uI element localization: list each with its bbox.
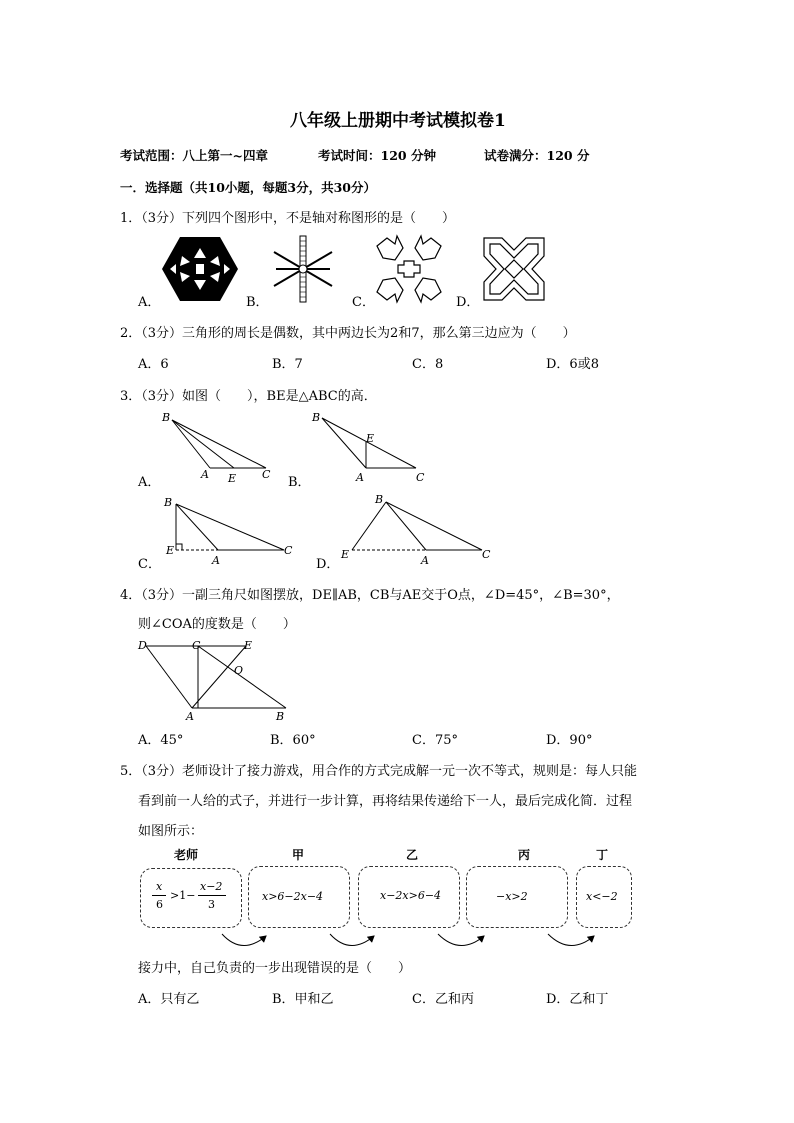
q3b-label-e: E — [366, 432, 375, 445]
arrow-1 — [222, 934, 266, 946]
q2-option-b: B．7 — [272, 357, 303, 372]
q4-option-d: D．90° — [546, 733, 593, 748]
q3b-label-b: B — [312, 411, 321, 424]
relay-name-yi: 乙 — [406, 848, 419, 862]
q3-option-b: B． — [288, 475, 311, 490]
teacher-frac2-num: x−2 — [200, 880, 223, 893]
teacher-frac2-den: 3 — [208, 898, 215, 911]
q3-option-d: D． — [316, 557, 340, 572]
q4-option-c: C．75° — [412, 733, 458, 748]
exam-time: 考试时间：120 分钟 — [318, 148, 436, 163]
section-heading: 一．选择题（共10小题，每题3分，共30分） — [120, 180, 376, 195]
relay-name-bing: 丙 — [518, 848, 531, 862]
relay-expr-yi: x−2x>6−4 — [380, 889, 442, 902]
q3d-label-c: C — [482, 548, 491, 561]
q3a-label-c: C — [262, 468, 271, 481]
q1-option-c: C． — [352, 295, 375, 310]
q3b-label-a: A — [356, 471, 364, 484]
relay-expr-jia: x>6−2x−4 — [262, 890, 324, 903]
q4-stem-line2: 则∠COA的度数是（ ） — [138, 617, 296, 632]
q3d-label-a: A — [421, 554, 429, 567]
q5-option-d: D．乙和丁 — [546, 992, 609, 1007]
q2-option-a: A．6 — [138, 357, 169, 372]
relay-expr-bing: −x>2 — [496, 890, 528, 903]
q5-option-b: B．甲和乙 — [272, 992, 334, 1007]
q1-stem: 1．（3分）下列四个图形中，不是轴对称图形的是（ ） — [120, 211, 456, 226]
relay-name-ding: 丁 — [596, 848, 609, 862]
q3c-label-a: A — [212, 554, 220, 567]
q3d-label-e: E — [341, 548, 350, 561]
q5-option-a: A．只有乙 — [138, 992, 200, 1007]
relay-name-jia: 甲 — [292, 848, 305, 862]
teacher-mid: >1− — [170, 889, 196, 902]
q3c-label-c: C — [284, 544, 293, 557]
q4-label-c: C — [192, 639, 201, 652]
q2-option-d: D．6或8 — [546, 357, 599, 372]
q5-stem-line2: 看到前一人给的式子，并进行一步计算，再将结果传递给下一人，最后完成化简．过程 — [138, 794, 633, 809]
q3a-label-e: E — [228, 472, 237, 485]
exam-score: 试卷满分：120 分 — [484, 148, 590, 163]
teacher-frac1-num: x — [156, 880, 163, 893]
teacher-frac1-den: 6 — [156, 898, 163, 911]
q3a-label-b: B — [162, 411, 171, 424]
q1-option-d: D． — [456, 295, 480, 310]
q4-label-b: B — [276, 710, 285, 723]
q2-stem: 2．（3分）三角形的周长是偶数，其中两边长为2和7，那么第三边应为（ ） — [120, 326, 576, 341]
q4-option-b: B．60° — [270, 733, 316, 748]
q3-stem: 3．（3分）如图（ ），BE是△ABC的高． — [120, 389, 377, 404]
arrow-4 — [548, 934, 594, 946]
arrow-3 — [438, 934, 484, 946]
q4-stem-line1: 4．（3分）一副三角尺如图摆放，DE∥AB，CB与AE交于O点，∠D=45°，∠B=30°， — [120, 588, 620, 603]
q3c-label-e: E — [166, 544, 175, 557]
relay-name-teacher: 老师 — [174, 848, 199, 862]
q1-option-a: A． — [138, 295, 161, 310]
q4-label-e: E — [244, 639, 253, 652]
q5-stem-line3: 如图所示： — [138, 824, 204, 839]
exam-range: 考试范围：八上第一~四章 — [120, 148, 268, 163]
q5-option-c: C．乙和丙 — [412, 992, 474, 1007]
page-title: 八年级上册期中考试模拟卷1 — [290, 111, 506, 131]
q4-label-o: O — [234, 664, 244, 677]
q2-option-c: C．8 — [412, 357, 444, 372]
q4-label-d: D — [138, 639, 147, 652]
q4-label-a: A — [186, 710, 194, 723]
q3a-label-a: A — [201, 468, 209, 481]
q5-question: 接力中，自己负责的一步出现错误的是（ ） — [138, 961, 412, 976]
q3b-label-c: C — [416, 471, 425, 484]
q3d-label-b: B — [375, 493, 384, 506]
q1-option-b: B． — [246, 295, 269, 310]
relay-expr-ding: x<−2 — [586, 890, 618, 903]
q3-option-c: C． — [138, 557, 161, 572]
q5-stem-line1: 5．（3分）老师设计了接力游戏，用合作的方式完成解一元一次不等式，规则是：每人只能 — [120, 764, 638, 779]
arrow-2 — [330, 934, 374, 946]
q4-option-a: A．45° — [138, 733, 184, 748]
q3c-label-b: B — [164, 496, 173, 509]
q3-option-a: A． — [138, 475, 161, 490]
